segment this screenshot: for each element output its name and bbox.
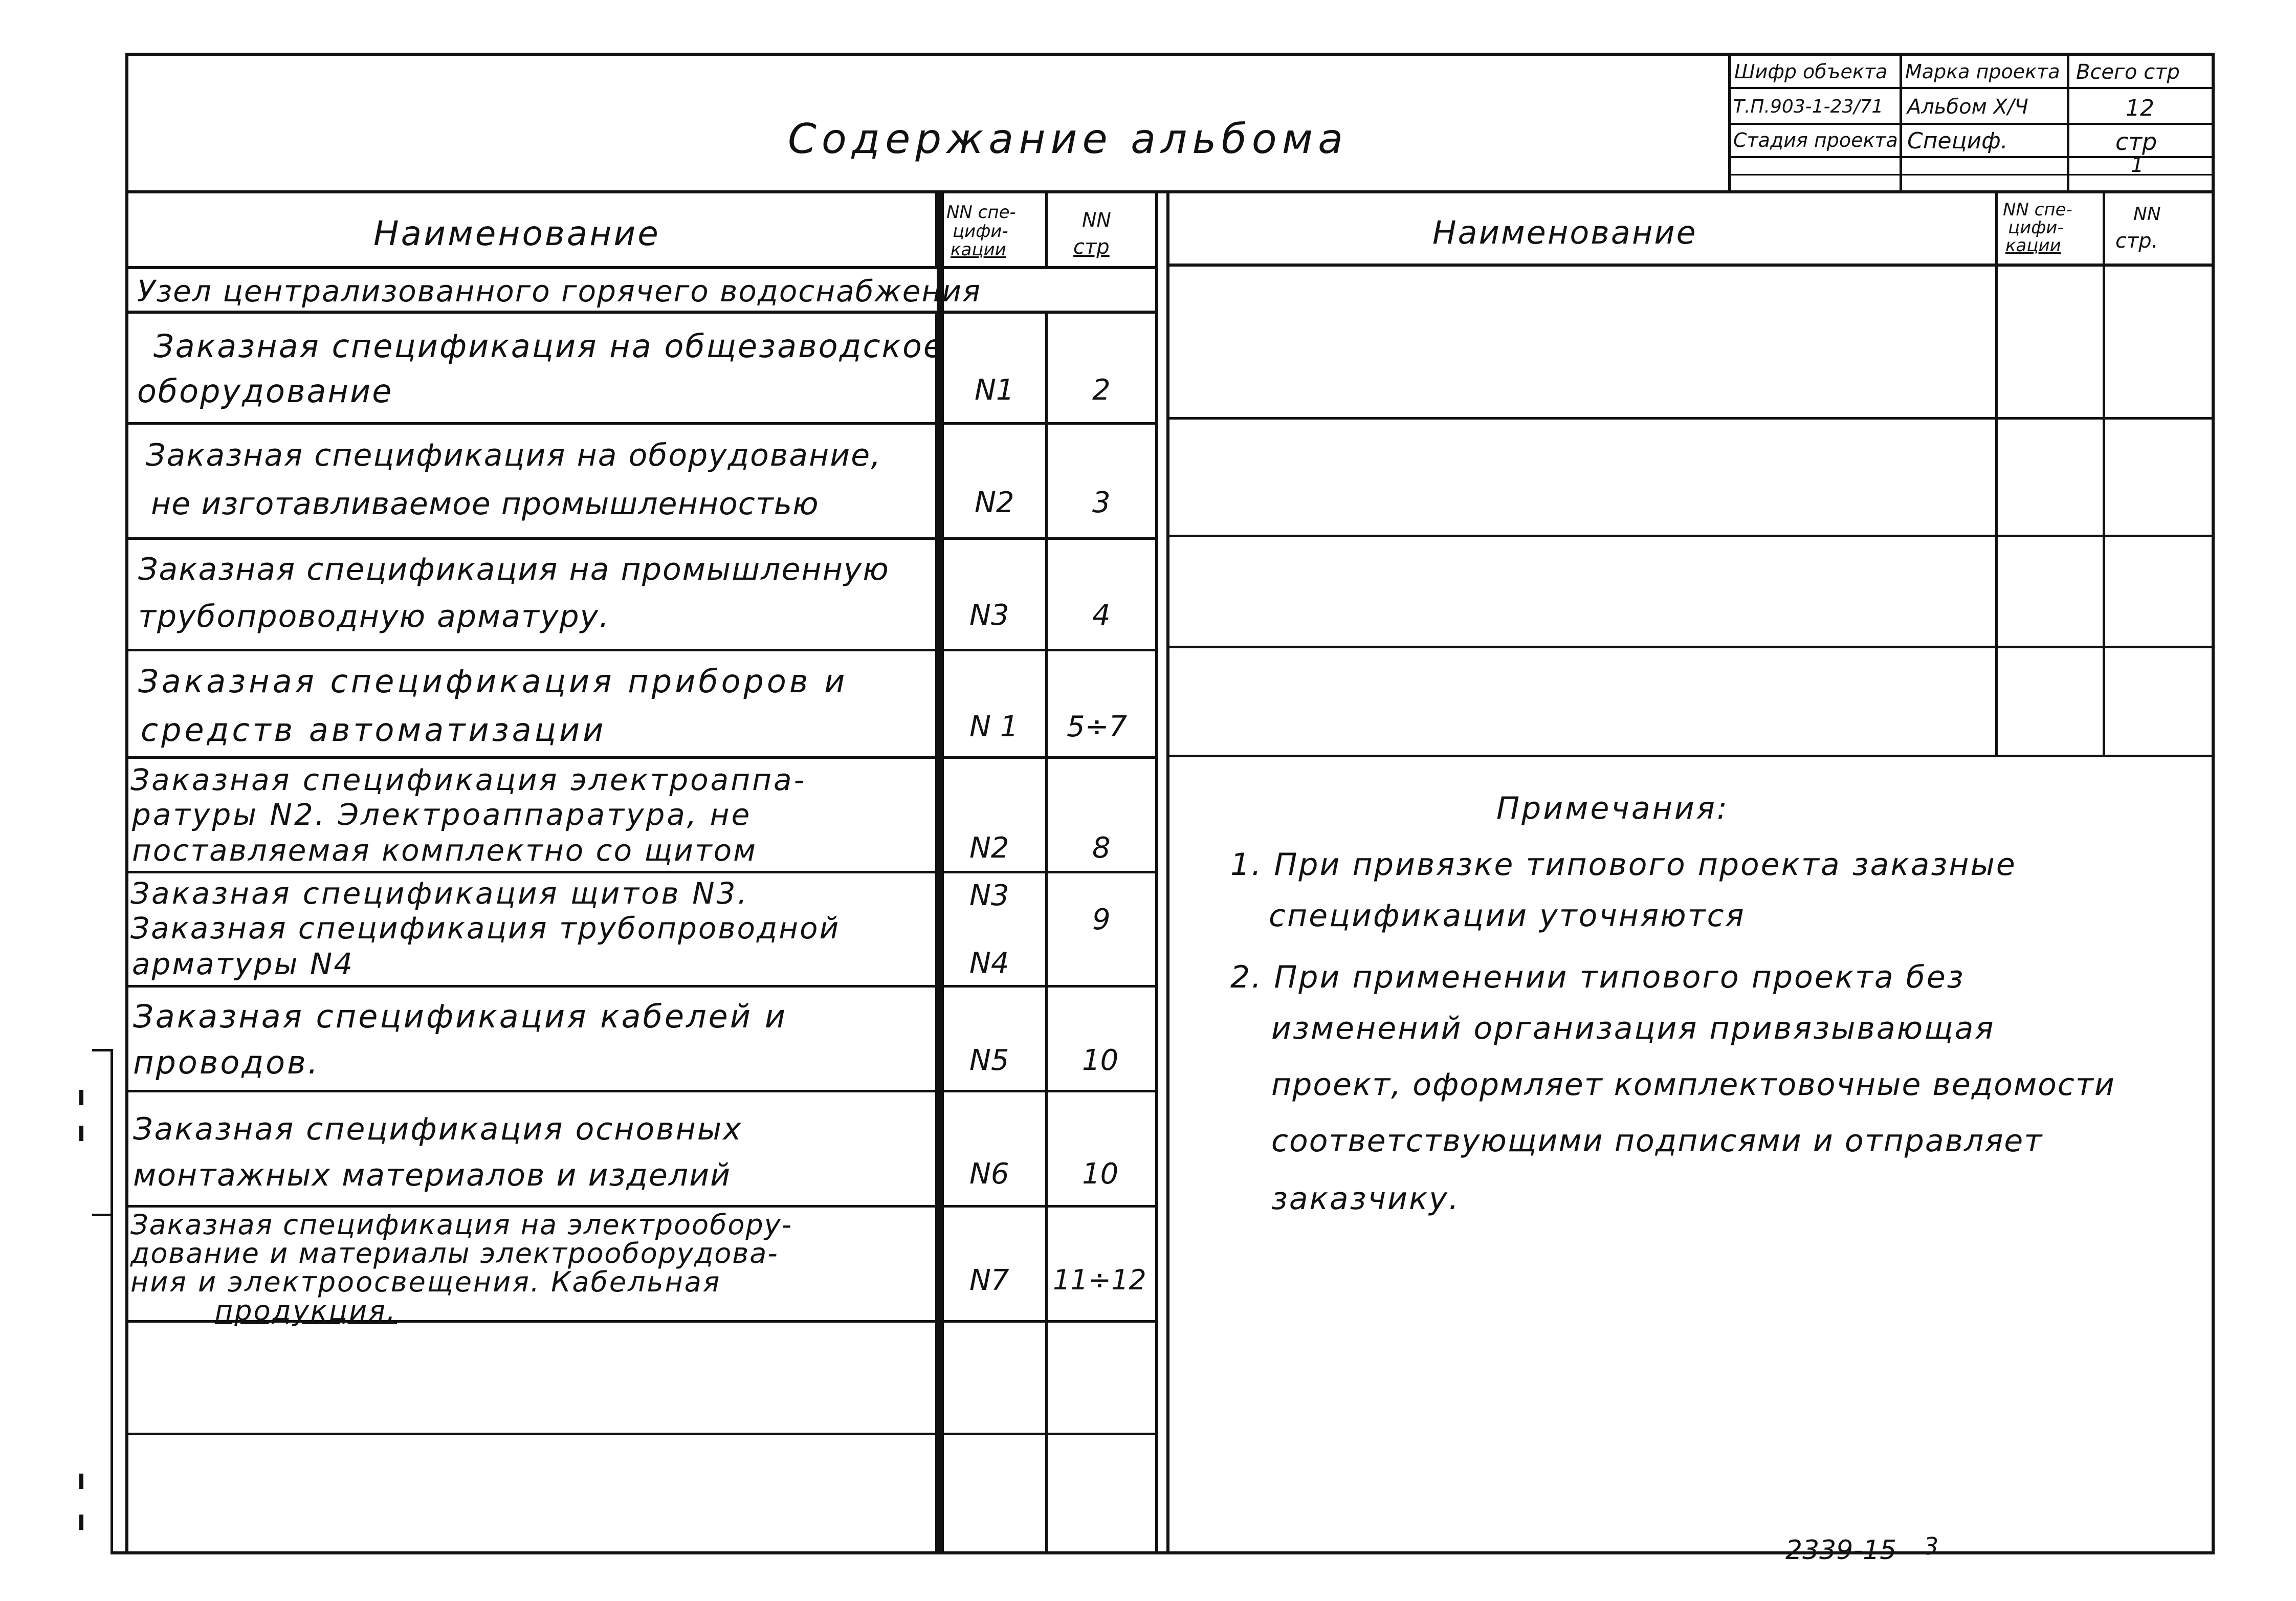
note-2-line-2: изменений организация привязывающая	[1271, 1011, 1995, 1046]
stamp-stage-value: Специф.	[1907, 128, 2008, 154]
right-col-spec-header-3: кации	[2005, 235, 2061, 256]
stamp-page-value: 1	[2131, 153, 2144, 177]
note-2-line-3: проект, оформляет комплектовочные ведомости	[1271, 1067, 2115, 1103]
footer-sheet: 3	[1924, 1532, 1939, 1560]
left-col-spec-header-1: NN спе-	[946, 202, 1016, 223]
stamp-mark-value: Альбом Х/Ч	[1907, 95, 2028, 119]
binding-tick	[92, 1214, 113, 1216]
right-col-page-header-1: NN	[2133, 204, 2161, 225]
left-col-spec-header-3: кации	[951, 239, 1006, 260]
frame-bottom-extension	[111, 1551, 1192, 1554]
left-col-spec-header-2: цифи-	[953, 221, 1008, 242]
stamp-cipher-label: Шифр объекта	[1734, 60, 1888, 83]
stamp-cipher-value: Т.П.903-1-23/71	[1733, 96, 1884, 117]
notes-title: Примечания:	[1496, 791, 1730, 826]
note-2-line-4: соответствующими подписями и отправляет	[1271, 1123, 2043, 1159]
note-1-line-2: спецификации уточняются	[1269, 898, 1746, 934]
binding-tick	[92, 1049, 113, 1051]
footer-code: 2339-15	[1785, 1535, 1897, 1566]
page-title: Содержание альбома	[788, 115, 1349, 163]
stamp-mark-label: Марка проекта	[1905, 60, 2060, 83]
right-col-spec-header-2: цифи-	[2008, 217, 2064, 238]
right-col-name-header: Наименование	[1432, 214, 1697, 251]
binding-tick	[79, 1474, 83, 1489]
binding-tick	[79, 1090, 83, 1105]
stamp-page-label: стр	[2115, 128, 2157, 156]
stamp-stage-label: Стадия проекта	[1733, 129, 1898, 151]
right-col-spec-header-1: NN спе-	[2003, 200, 2072, 220]
right-col-page-header-2: стр.	[2115, 229, 2158, 253]
note-1-line-1: 1. При привязке типового проекта заказные	[1230, 847, 2017, 883]
stamp-total-value: 12	[2126, 95, 2154, 121]
note-2-line-1: 2. При применении типового проекта без	[1230, 959, 1965, 995]
left-col-page-header-1: NN	[1082, 209, 1111, 231]
binding-tick	[79, 1126, 83, 1141]
note-2-line-5: заказчику.	[1271, 1181, 1460, 1217]
binding-margin-line	[111, 1049, 113, 1553]
left-col-page-header-2: стр	[1073, 235, 1110, 259]
binding-tick	[79, 1515, 83, 1530]
section-title: Узел централизованного горячего водоснабжения	[137, 274, 981, 309]
left-col-name-header: Наименование	[373, 214, 660, 253]
stamp-total-label: Всего стр	[2076, 60, 2180, 84]
